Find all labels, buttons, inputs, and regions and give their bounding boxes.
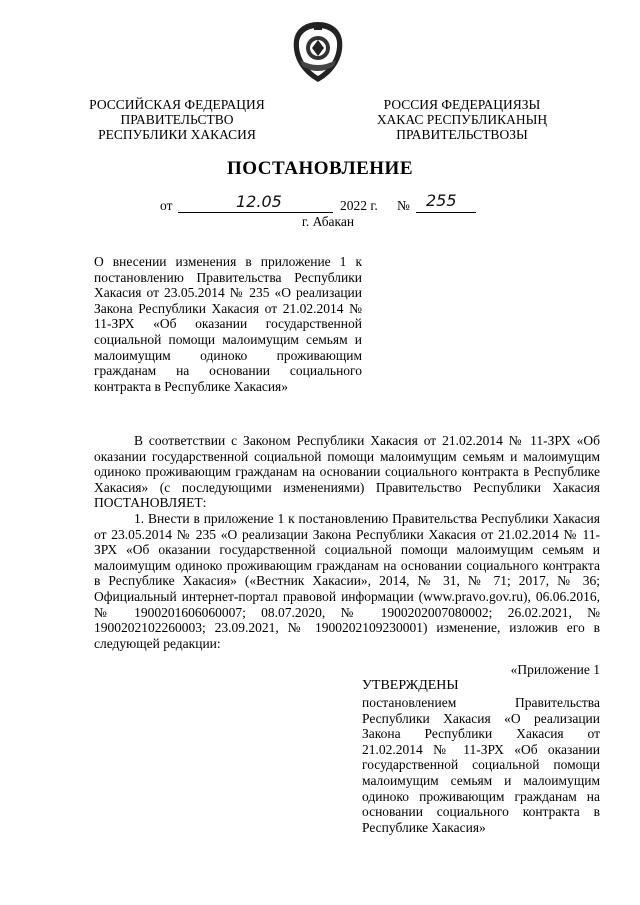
approved-text: постановлением Правительства Республики Хакасия «О реализации Закона Республики Хакасия от 21.02.2014 № 11-ЗРХ «Об оказании государственной социальной помощи малоимущим семьям и малоимущим одиноко проживающим гражданам на основании социального контракта в Республике Хакасия» bbox=[362, 695, 600, 835]
header-left-line-2: ПРАВИТЕЛЬСТВО bbox=[120, 112, 234, 127]
city-name: г. Абакан bbox=[301, 214, 355, 229]
body-paragraph-2: 1. Внести в приложение 1 к постановлению Правительства Республики Хакасия от 23.05.2014 № 235 «О реализации Закона Республики Хакасия от 21.02.2014 № 11-ЗРХ «Об оказании государственной социальной помощи малоимущим семьям и малоимущим одиноко проживающим гражданам на основании социального контракта в Республике Хакасия» («Вестник Хакасии», 2014, № 31, № 71; 2017, № 36; Официальный интернет-портал правовой информации (www.pravo.gov.ru), 06.06.2016, № 1900201606060007; 08.07.2020, № 1900202007080002; 26.02.2021, № 1900202102260003; 23.09.2021, № 1900202109230001) изменение, изложив его в следующей редакции: bbox=[94, 510, 600, 651]
document-title: ПОСТАНОВЛЕНИЕ bbox=[226, 158, 414, 179]
body-paragraph-1: В соответствии с Законом Республики Хакасия от 21.02.2014 № 11-ЗРХ «Об оказании государственной социальной помощи малоимущим семьям и малоимущим одиноко проживающим гражданам на основании социального контракта в Республике Хакасия» (с последующими изменениями) Правительство Республики Хакасия ПОСТАНОВЛЯЕТ: bbox=[94, 433, 600, 511]
header-right-line-2: ХАКАС РЕСПУБЛИКАНЫҢ bbox=[376, 112, 548, 127]
number-label: № bbox=[397, 198, 410, 213]
header-left-line-1: РОССИЙСКАЯ ФЕДЕРАЦИЯ bbox=[89, 97, 265, 112]
number-underline bbox=[416, 212, 476, 213]
header-left-line-3: РЕСПУБЛИКИ ХАКАСИЯ bbox=[98, 127, 256, 142]
date-underline bbox=[178, 212, 333, 213]
year-text: 2022 г. bbox=[340, 198, 378, 213]
coat-of-arms-emblem bbox=[290, 20, 346, 84]
document-body bbox=[94, 433, 600, 651]
appendix-label: «Приложение 1 bbox=[510, 662, 600, 677]
header-right-line-3: ПРАВИТЕЛЬСТВОЗЫ bbox=[396, 127, 528, 142]
approved-heading: УТВЕРЖДЕНЫ bbox=[362, 678, 459, 693]
document-subject: О внесении изменения в приложение 1 к постановлению Правительства Республики Хакасия от 23.05.2014 № 235 «О реализации Закона Республики Хакасия от 21.02.2014 № 11-ЗРХ «Об оказании государственной социальной помощи малоимущим семьям и малоимущим одиноко проживающим гражданам на основании социального контракта в Республике Хакасия» bbox=[94, 254, 362, 394]
handwritten-date: 12.05 bbox=[236, 192, 282, 211]
date-number-line bbox=[160, 191, 490, 216]
handwritten-number: 255 bbox=[426, 191, 457, 210]
header-left bbox=[82, 97, 272, 142]
header-right-line-1: РОССИЯ ФЕДЕРАЦИЯЗЫ bbox=[383, 97, 541, 112]
from-label: от bbox=[160, 198, 173, 213]
header-right bbox=[362, 97, 562, 142]
